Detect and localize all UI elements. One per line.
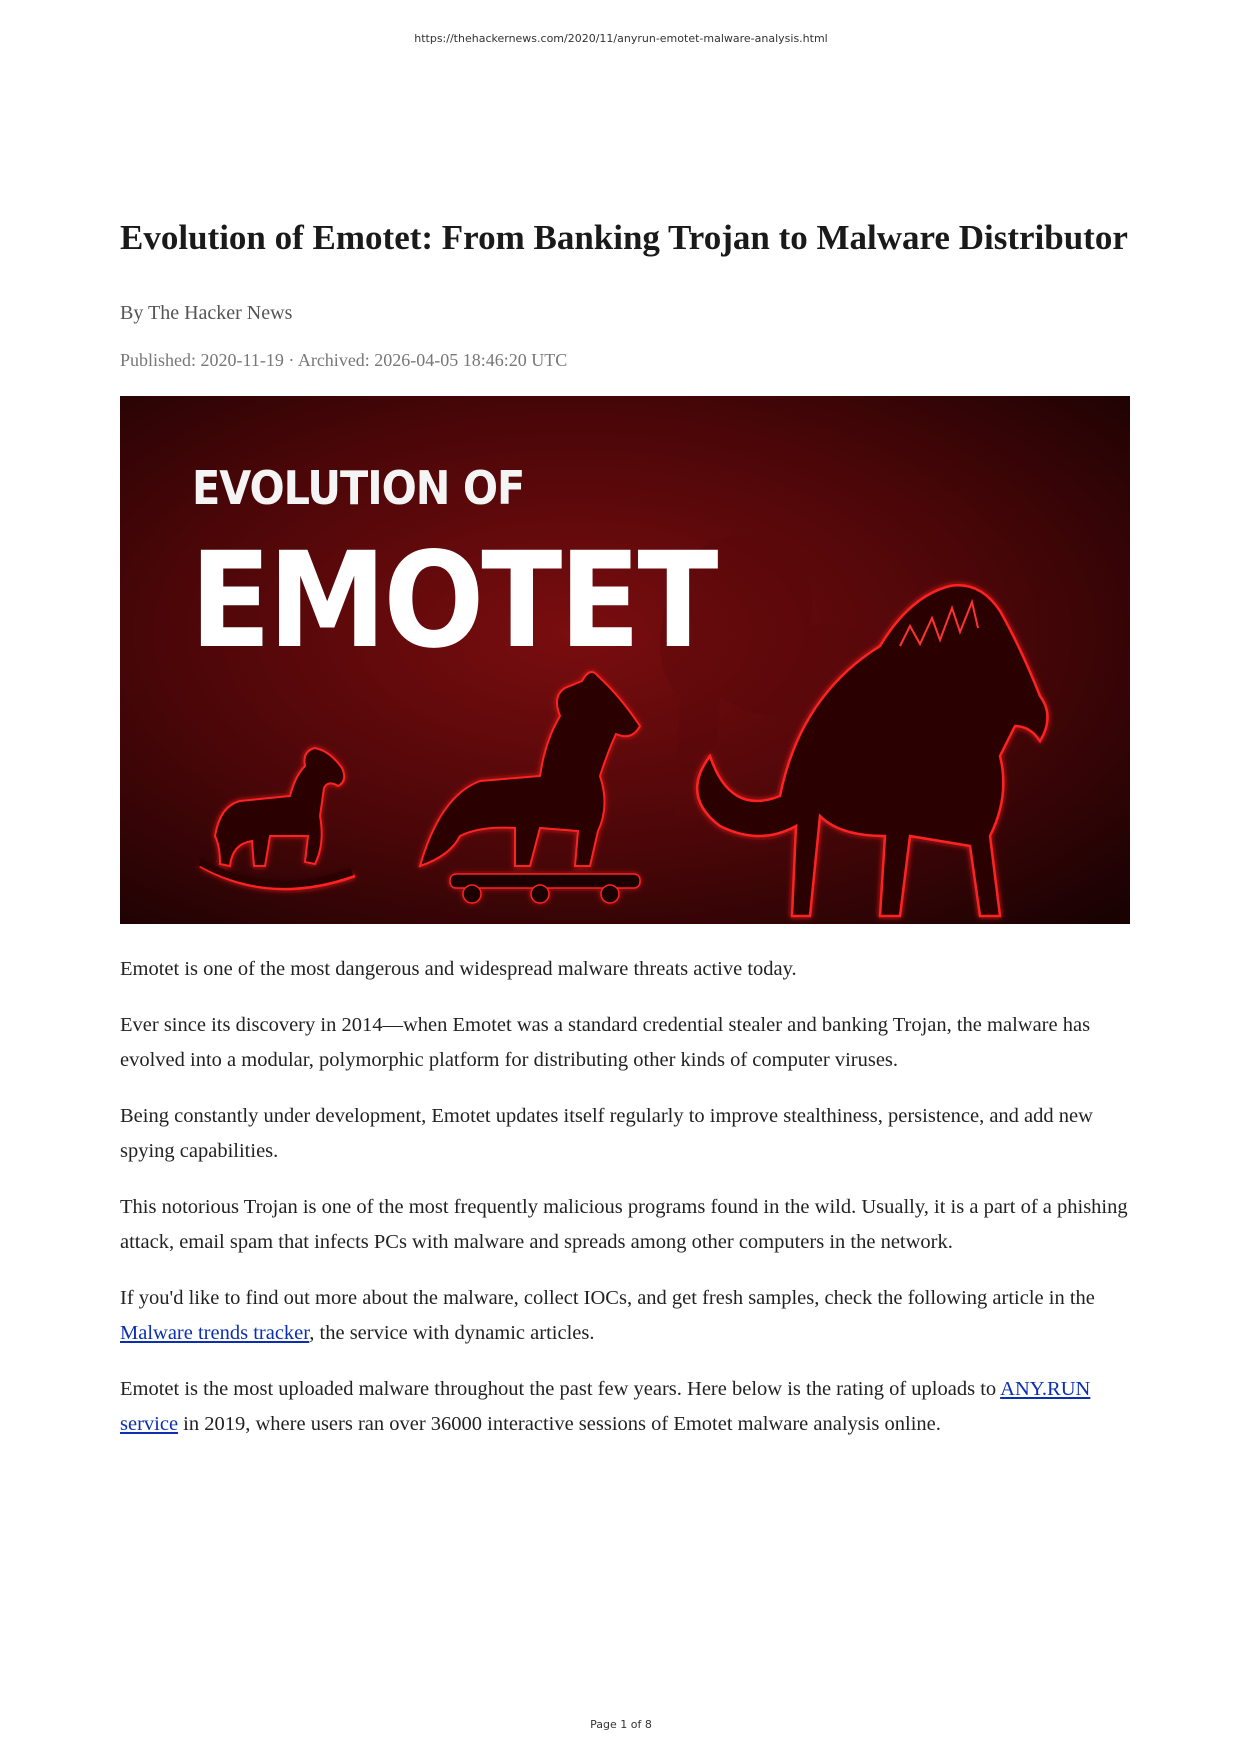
hero-image (120, 396, 1130, 924)
paragraph-2: Ever since its discovery in 2014—when Emotet was a standard credential stealer and banking Trojan, the malware has evolved into a modular, polymorphic platform for distributing other kinds of computer viruses. (120, 1014, 1091, 1071)
paragraph-3: Being constantly under development, Emotet updates itself regularly to improve stealthiness, persistence, and add new spying capabilities. (120, 1105, 1093, 1162)
hero-line-1: EVOLUTION OF (192, 461, 525, 515)
print-url-header: https://thehackernews.com/2020/11/anyrun-emotet-malware-analysis.html (414, 32, 828, 45)
article (120, 210, 1130, 1463)
article-body (120, 952, 1130, 1442)
paragraph-6 (120, 1372, 1130, 1442)
article-byline: By The Hacker News (120, 302, 293, 324)
paragraph-5-text-after: , the service with dynamic articles. (309, 1322, 595, 1344)
anyrun-service-link[interactable]: ANY.RUN service (120, 1378, 1091, 1435)
paragraph-5 (120, 1281, 1130, 1351)
paragraph-5-text-before: If you'd like to find out more about the malware, collect IOCs, and get fresh samples, check the following article in the (120, 1287, 1095, 1309)
hero-line-2: EMOTET (190, 524, 716, 678)
article-meta: Published: 2020-11-19 · Archived: 2026-04-05 18:46:20 UTC (120, 350, 568, 370)
paragraph-6-text-after: in 2019, where users ran over 36000 interactive sessions of Emotet malware analysis online. (178, 1413, 941, 1435)
article-title: Evolution of Emotet: From Banking Trojan to Malware Distributor (120, 218, 1128, 257)
paragraph-4: This notorious Trojan is one of the most frequently malicious programs found in the wild. Usually, it is a part of a phishing attack, email spam that infects PCs with malware and spreads among other computers in the network. (120, 1196, 1128, 1253)
page-number-footer: Page 1 of 8 (590, 1718, 652, 1731)
paragraph-6-text-before: Emotet is the most uploaded malware throughout the past few years. Here below is the rating of uploads to (120, 1378, 1001, 1400)
malware-trends-tracker-link[interactable]: Malware trends tracker (120, 1322, 310, 1344)
paragraph-1: Emotet is one of the most dangerous and widespread malware threats active today. (120, 958, 797, 980)
